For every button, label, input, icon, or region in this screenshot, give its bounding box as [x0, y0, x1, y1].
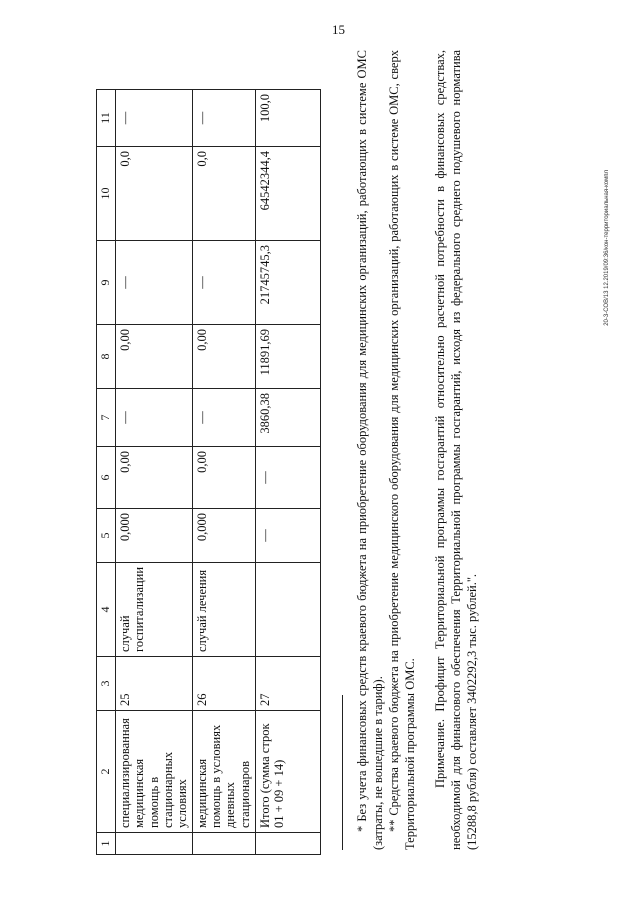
table-cell [192, 833, 255, 855]
note-primechanie: Примечание. Профицит Территориальной программы госгарантий относительно расчетной потребности в финансовых средствах, необходимой для финансового обеспечения Территориальной программы госгарантий, исходя из федерального среднего подушевого норматива (15288,8 рубля) составляет 3402292,3 тыс. рублей.". [433, 50, 479, 850]
header-cell: 1 [97, 833, 116, 855]
table-cell: 0,0 [192, 146, 255, 240]
table-cell: 0,000 [115, 508, 192, 562]
table-cell: 64542344,4 [255, 146, 320, 240]
table-row [192, 89, 255, 854]
table-header-row [97, 89, 116, 854]
table-cell: 100,0 [255, 89, 320, 146]
table-cell: 0,00 [192, 446, 255, 508]
header-cell: 4 [97, 562, 116, 656]
table-cell: 21745745,3 [255, 240, 320, 324]
table-cell: 11891,69 [255, 324, 320, 388]
table-cell: 3860,38 [255, 388, 320, 446]
table-cell: — [192, 89, 255, 146]
footnote-2: ** Средства краевого бюджета на приобретение медицинского оборудования для медицинских организаций, работающих в системе ОМС, сверх Территориальной программы ОМС. [387, 50, 417, 850]
table-cell-line: 25 [115, 657, 192, 711]
table-cell-unit: случай госпитализации [115, 562, 192, 656]
table-cell: 0,00 [115, 446, 192, 508]
footnotes [354, 50, 480, 850]
table-cell-line: 27 [255, 657, 320, 711]
table-cell: — [115, 240, 192, 324]
table-cell: 0,00 [192, 324, 255, 388]
header-cell: 9 [97, 240, 116, 324]
table-cell-name: медицинская помощь в условиях дневных стационаров [192, 711, 255, 833]
table-row-total [255, 89, 320, 854]
header-cell: 3 [97, 657, 116, 711]
table-cell-name: Итого (сумма строк 01 + 09 + 14) [255, 711, 320, 833]
header-cell: 11 [97, 89, 116, 146]
table-cell: — [255, 508, 320, 562]
table-cell-unit [255, 562, 320, 656]
rotated-content [96, 45, 496, 855]
table-cell-name: специализированная медицинская помощь в стационарных условиях [115, 711, 192, 833]
table-cell: 0,0 [115, 146, 192, 240]
table-row [115, 89, 192, 854]
table-cell: — [192, 388, 255, 446]
table-cell: 0,000 [192, 508, 255, 562]
summary-table [96, 89, 321, 855]
table-cell [115, 833, 192, 855]
header-cell: 7 [97, 388, 116, 446]
header-cell: 10 [97, 146, 116, 240]
header-cell: 2 [97, 711, 116, 833]
table-cell: — [115, 388, 192, 446]
document-code: 20-3-СОВ/13 12.2019/09:36/кон-территориальная-компл [604, 170, 610, 326]
footnote-1: * Без учета финансовых средств краевого бюджета на приобретение оборудования для медицинских организаций, работающих в системе ОМС (затраты, не вошедшие в тариф). [355, 50, 385, 850]
page-number: 15 [332, 22, 345, 37]
header-cell: 6 [97, 446, 116, 508]
table-cell-unit: случай лечения [192, 562, 255, 656]
table-cell [255, 833, 320, 855]
table-cell: — [115, 89, 192, 146]
table-cell: 0,00 [115, 324, 192, 388]
header-cell: 8 [97, 324, 116, 388]
table-cell-line: 26 [192, 657, 255, 711]
footnote-divider [342, 695, 343, 850]
header-cell: 5 [97, 508, 116, 562]
table-cell: — [255, 446, 320, 508]
table-cell: — [192, 240, 255, 324]
